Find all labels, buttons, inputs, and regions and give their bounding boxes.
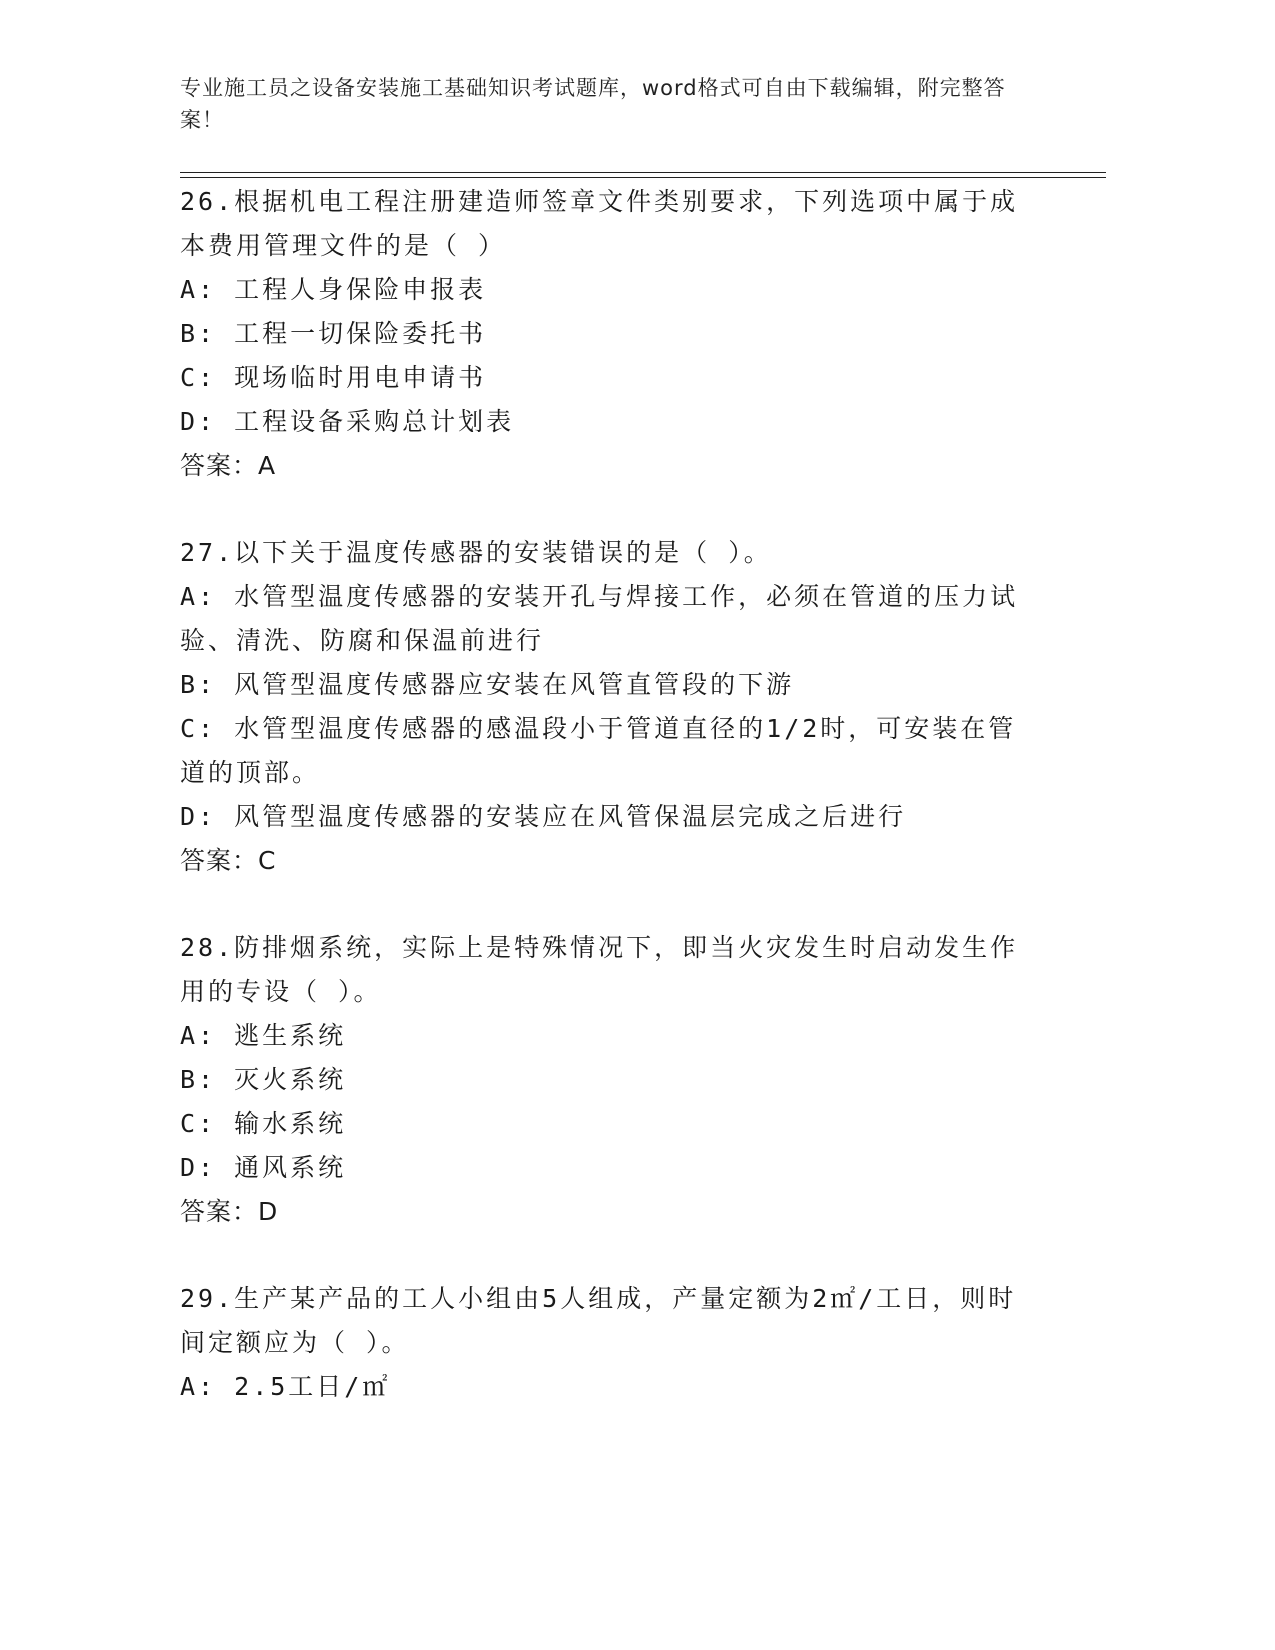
option-c: C: 现场临时用电申请书 xyxy=(180,363,487,392)
question-28 xyxy=(180,926,1040,1234)
answer: 答案：C xyxy=(180,846,277,875)
option-a: A: 逃生系统 xyxy=(180,1021,347,1050)
question-29 xyxy=(180,1277,1040,1409)
question-text: 26.根据机电工程注册建造师签章文件类别要求，下列选项中属于成本费用管理文件的是（ ） xyxy=(180,187,1019,260)
question-text: 29.生产某产品的工人小组由5人组成，产量定额为2㎡/工日，则时间定额应为（ ）。 xyxy=(180,1284,1017,1357)
page-header: 专业施工员之设备安装施工基础知识考试题库，word格式可自由下载编辑，附完整答案！ xyxy=(180,76,1006,132)
option-a: A: 2.5工日/㎡ xyxy=(180,1372,391,1401)
question-text: 27.以下关于温度传感器的安装错误的是（ ）。 xyxy=(180,538,772,567)
option-d: D: 通风系统 xyxy=(180,1153,347,1182)
answer: 答案：A xyxy=(180,451,277,480)
option-c: C: 输水系统 xyxy=(180,1109,347,1138)
option-a: A: 水管型温度传感器的安装开孔与焊接工作，必须在管道的压力试验、清洗、防腐和保温前进行 xyxy=(180,582,1019,655)
option-b: B: 风管型温度传感器应安装在风管直管段的下游 xyxy=(180,670,795,699)
option-d: D: 工程设备采购总计划表 xyxy=(180,407,515,436)
option-b: B: 灭火系统 xyxy=(180,1065,347,1094)
option-c: C: 水管型温度传感器的感温段小于管道直径的1/2时，可安装在管道的顶部。 xyxy=(180,714,1017,787)
question-list xyxy=(180,180,1040,1409)
answer: 答案：D xyxy=(180,1197,279,1226)
question-27 xyxy=(180,531,1040,883)
option-b: B: 工程一切保险委托书 xyxy=(180,319,487,348)
question-26 xyxy=(180,180,1040,488)
option-a: A: 工程人身保险申报表 xyxy=(180,275,487,304)
header-rule xyxy=(180,172,1106,178)
option-d: D: 风管型温度传感器的安装应在风管保温层完成之后进行 xyxy=(180,802,907,831)
question-text: 28.防排烟系统，实际上是特殊情况下，即当火灾发生时启动发生作用的专设（ ）。 xyxy=(180,933,1019,1006)
